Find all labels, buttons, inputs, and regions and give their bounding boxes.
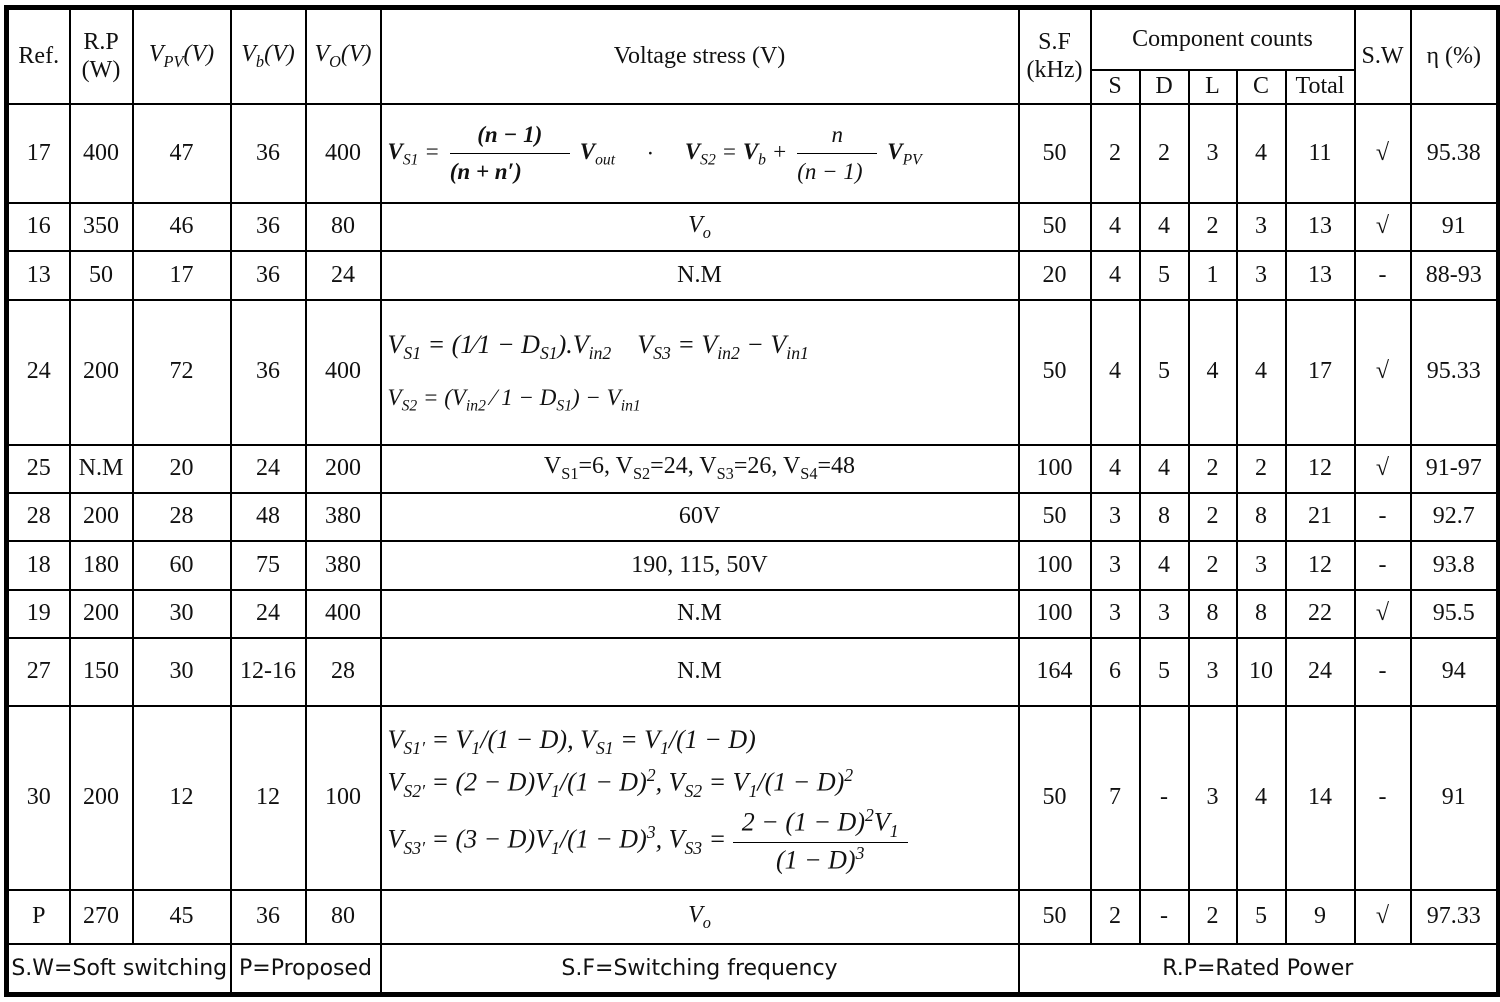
cell-ref: 19 (7, 590, 70, 638)
legend-rated-power: R.P=Rated Power (1019, 944, 1499, 995)
header-switching-frequency (1019, 8, 1091, 105)
table-row (7, 638, 1499, 706)
cell-efficiency: 95.33 (1411, 300, 1499, 445)
cell-inductors: 2 (1189, 541, 1237, 589)
cell-switches: 7 (1091, 706, 1140, 889)
cell-soft-switching: - (1355, 638, 1411, 706)
cell-capacitors: 4 (1237, 104, 1286, 203)
cell-vb: 36 (231, 251, 306, 299)
cell-vpv: 60 (133, 541, 231, 589)
cell-vo: 28 (306, 638, 381, 706)
cell-ref: 27 (7, 638, 70, 706)
cell-efficiency: 93.8 (1411, 541, 1499, 589)
cell-inductors: 2 (1189, 203, 1237, 251)
cell-diodes: 4 (1140, 203, 1189, 251)
header-diodes: D (1140, 70, 1189, 104)
cell-switches: 4 (1091, 300, 1140, 445)
cell-vo: 400 (306, 104, 381, 203)
cell-efficiency: 95.5 (1411, 590, 1499, 638)
cell-soft-switching: - (1355, 541, 1411, 589)
cell-switches: 4 (1091, 445, 1140, 493)
cell-vb: 12 (231, 706, 306, 889)
table-row (7, 590, 1499, 638)
header-vb-symbol: V (241, 41, 256, 68)
header-efficiency: η (%) (1411, 8, 1499, 105)
cell-soft-switching: - (1355, 251, 1411, 299)
header-rp-line2: (W) (81, 56, 121, 83)
cell-inductors: 2 (1189, 493, 1237, 541)
header-component-counts: Component counts (1091, 8, 1355, 70)
table-row (7, 203, 1499, 251)
cell-soft-switching: √ (1355, 203, 1411, 251)
cell-switches: 6 (1091, 638, 1140, 706)
cell-capacitors: 3 (1237, 541, 1286, 589)
cell-diodes: 5 (1140, 638, 1189, 706)
cell-vpv: 30 (133, 638, 231, 706)
cell-diodes: - (1140, 706, 1189, 889)
cell-capacitors: 3 (1237, 203, 1286, 251)
cell-capacitors: 4 (1237, 706, 1286, 889)
header-vpv-unit: (V) (183, 41, 215, 68)
cell-vpv: 20 (133, 445, 231, 493)
cell-vpv: 46 (133, 203, 231, 251)
cell-efficiency: 95.38 (1411, 104, 1499, 203)
cell-rated-power: 50 (70, 251, 133, 299)
cell-switching-frequency: 164 (1019, 638, 1091, 706)
cell-vo: 80 (306, 203, 381, 251)
cell-total: 24 (1286, 638, 1355, 706)
cell-voltage-stress-formula (381, 300, 1019, 445)
cell-voltage-stress: N.M (381, 251, 1019, 299)
cell-soft-switching: √ (1355, 590, 1411, 638)
cell-total: 12 (1286, 541, 1355, 589)
cell-rated-power: N.M (70, 445, 133, 493)
cell-switching-frequency: 20 (1019, 251, 1091, 299)
cell-total: 17 (1286, 300, 1355, 445)
cell-vb: 75 (231, 541, 306, 589)
cell-switching-frequency: 100 (1019, 541, 1091, 589)
cell-capacitors: 5 (1237, 890, 1286, 944)
cell-ref: 17 (7, 104, 70, 203)
header-vpv-sub: PV (163, 52, 184, 72)
cell-switching-frequency: 50 (1019, 300, 1091, 445)
cell-vb: 36 (231, 104, 306, 203)
cell-inductors: 1 (1189, 251, 1237, 299)
cell-vpv: 12 (133, 706, 231, 889)
cell-ref: 25 (7, 445, 70, 493)
cell-vpv: 30 (133, 590, 231, 638)
header-rated-power (70, 8, 133, 105)
cell-capacitors: 4 (1237, 300, 1286, 445)
cell-switching-frequency: 50 (1019, 203, 1091, 251)
cell-efficiency: 91 (1411, 203, 1499, 251)
header-vo (306, 8, 381, 105)
header-capacitors: C (1237, 70, 1286, 104)
cell-total: 11 (1286, 104, 1355, 203)
legend-row (7, 944, 1499, 995)
stress-switch-voltages: $V_{S1}=6$, $V_{S2}=24$, $V_{S3}=26$, $V_{S4}=48$ (543, 453, 856, 484)
cell-switching-frequency: 100 (1019, 445, 1091, 493)
cell-ref: 16 (7, 203, 70, 251)
cell-vb: 24 (231, 590, 306, 638)
cell-efficiency: 92.7 (1411, 493, 1499, 541)
cell-switching-frequency: 50 (1019, 104, 1091, 203)
table-row (7, 493, 1499, 541)
cell-soft-switching: √ (1355, 300, 1411, 445)
cell-inductors: 3 (1189, 104, 1237, 203)
cell-voltage-stress: N.M (381, 638, 1019, 706)
cell-inductors: 8 (1189, 590, 1237, 638)
cell-vo: 200 (306, 445, 381, 493)
cell-vb: 36 (231, 890, 306, 944)
header-vpv (133, 8, 231, 105)
cell-ref: P (7, 890, 70, 944)
stress-formula-image: $V_{S1}$ = $\frac{(n - 1)}{(n + n')}$ $V_{out}$ · $V_{S2} = V_b$ + $\frac{n}{(n - 1)}$ $V_{PV}$ (388, 117, 1018, 189)
cell-voltage-stress-formula (381, 445, 1019, 493)
table-row (7, 706, 1499, 889)
cell-soft-switching: √ (1355, 104, 1411, 203)
cell-switches: 4 (1091, 251, 1140, 299)
cell-efficiency: 91 (1411, 706, 1499, 889)
cell-diodes: 4 (1140, 445, 1189, 493)
cell-capacitors: 10 (1237, 638, 1286, 706)
header-vb-unit: (V) (264, 41, 295, 68)
cell-efficiency: 94 (1411, 638, 1499, 706)
cell-vpv: 28 (133, 493, 231, 541)
cell-switching-frequency: 50 (1019, 706, 1091, 889)
table-row (7, 890, 1499, 944)
cell-diodes: 5 (1140, 300, 1189, 445)
cell-ref: 28 (7, 493, 70, 541)
cell-inductors: 2 (1189, 890, 1237, 944)
cell-total: 13 (1286, 251, 1355, 299)
stress-formula-image: $V_{S1'} = V_1/(1 - D)$, $V_{S1} = V_1/(1 - D)$ $V_{S2'} = (2 - D)V_1/(1 - D)^2$, $V_{S2} = V_1/(1 - D)^2$ $V_{S3'} = (3 - D)V_1/(1 - D)^3$, $V_{S3}$ = $\frac{2 - (1 - D)^2V_1}{(1 - D)^3}$ (388, 720, 1018, 875)
header-sf-line2: (kHz) (1026, 56, 1083, 83)
cell-total: 12 (1286, 445, 1355, 493)
cell-capacitors: 8 (1237, 590, 1286, 638)
cell-vo: 80 (306, 890, 381, 944)
table-row (7, 104, 1499, 203)
cell-vo: 380 (306, 541, 381, 589)
cell-efficiency: 88-93 (1411, 251, 1499, 299)
cell-soft-switching: - (1355, 493, 1411, 541)
cell-total: 9 (1286, 890, 1355, 944)
header-vo-symbol: V (314, 41, 330, 68)
cell-switching-frequency: 100 (1019, 590, 1091, 638)
cell-diodes: 5 (1140, 251, 1189, 299)
cell-total: 21 (1286, 493, 1355, 541)
cell-switching-frequency: 50 (1019, 890, 1091, 944)
cell-capacitors: 8 (1237, 493, 1286, 541)
cell-diodes: 4 (1140, 541, 1189, 589)
cell-vpv: 45 (133, 890, 231, 944)
cell-efficiency: 97.33 (1411, 890, 1499, 944)
cell-inductors: 3 (1189, 706, 1237, 889)
cell-rated-power: 180 (70, 541, 133, 589)
cell-vpv: 17 (133, 251, 231, 299)
cell-rated-power: 200 (70, 590, 133, 638)
cell-soft-switching: - (1355, 706, 1411, 889)
header-vpv-symbol: V (148, 41, 164, 68)
cell-switches: 3 (1091, 493, 1140, 541)
table-row (7, 445, 1499, 493)
table-row (7, 300, 1499, 445)
legend-soft-switching: S.W=Soft switching (7, 944, 231, 995)
stress-vo-formula: $V_o$ (688, 901, 711, 932)
cell-vo: 24 (306, 251, 381, 299)
cell-inductors: 4 (1189, 300, 1237, 445)
cell-voltage-stress-formula (381, 203, 1019, 251)
cell-soft-switching: √ (1355, 445, 1411, 493)
cell-efficiency: 91-97 (1411, 445, 1499, 493)
cell-vb: 48 (231, 493, 306, 541)
cell-rated-power: 350 (70, 203, 133, 251)
cell-capacitors: 2 (1237, 445, 1286, 493)
cell-switching-frequency: 50 (1019, 493, 1091, 541)
cell-total: 22 (1286, 590, 1355, 638)
cell-voltage-stress: 60V (381, 493, 1019, 541)
header-vo-unit: (V) (340, 41, 372, 68)
cell-inductors: 3 (1189, 638, 1237, 706)
header-inductors: L (1189, 70, 1237, 104)
cell-voltage-stress-formula (381, 104, 1019, 203)
cell-vo: 400 (306, 590, 381, 638)
cell-rated-power: 200 (70, 300, 133, 445)
cell-vb: 36 (231, 300, 306, 445)
cell-rated-power: 400 (70, 104, 133, 203)
header-soft-switching: S.W (1355, 8, 1411, 105)
cell-diodes: - (1140, 890, 1189, 944)
header-vo-sub: O (329, 52, 341, 72)
cell-ref: 24 (7, 300, 70, 445)
cell-switches: 3 (1091, 590, 1140, 638)
cell-diodes: 2 (1140, 104, 1189, 203)
legend-switching-frequency: S.F=Switching frequency (381, 944, 1019, 995)
stress-formula-image: $V_{S1}$ = (1⁄1 − $D_{S1}).V_{in2}$ $V_{S3} = V_{in2} - V_{in1}$ $V_{S2} = (V_{in2}$ ⁄ $1 - D_{S1}) - V_{in1}$ (387, 330, 809, 415)
cell-inductors: 2 (1189, 445, 1237, 493)
header-switches: S (1091, 70, 1140, 104)
comparison-table (4, 5, 1500, 997)
cell-rated-power: 150 (70, 638, 133, 706)
cell-vpv: 47 (133, 104, 231, 203)
cell-vpv: 72 (133, 300, 231, 445)
stress-vo-formula: $V_o$ (688, 211, 711, 242)
cell-voltage-stress: N.M (381, 590, 1019, 638)
cell-switches: 3 (1091, 541, 1140, 589)
cell-ref: 18 (7, 541, 70, 589)
cell-vb: 24 (231, 445, 306, 493)
header-total: Total (1286, 70, 1355, 104)
cell-ref: 13 (7, 251, 70, 299)
header-voltage-stress: Voltage stress (V) (381, 8, 1019, 105)
cell-switches: 4 (1091, 203, 1140, 251)
table-row (7, 541, 1499, 589)
cell-total: 14 (1286, 706, 1355, 889)
header-vb (231, 8, 306, 105)
cell-soft-switching: √ (1355, 890, 1411, 944)
cell-vb: 12-16 (231, 638, 306, 706)
cell-voltage-stress-formula (381, 890, 1019, 944)
cell-capacitors: 3 (1237, 251, 1286, 299)
cell-ref: 30 (7, 706, 70, 889)
cell-switches: 2 (1091, 890, 1140, 944)
cell-switches: 2 (1091, 104, 1140, 203)
cell-vo: 100 (306, 706, 381, 889)
cell-rated-power: 200 (70, 706, 133, 889)
cell-voltage-stress: 190, 115, 50V (381, 541, 1019, 589)
cell-rated-power: 270 (70, 890, 133, 944)
legend-proposed: P=Proposed (231, 944, 381, 995)
header-rp-line1: R.P (83, 28, 119, 55)
cell-vo: 400 (306, 300, 381, 445)
header-sf-line1: S.F (1038, 28, 1071, 55)
cell-diodes: 8 (1140, 493, 1189, 541)
header-ref: Ref. (7, 8, 70, 105)
cell-total: 13 (1286, 203, 1355, 251)
cell-voltage-stress-formula (381, 706, 1019, 889)
cell-rated-power: 200 (70, 493, 133, 541)
header-vb-sub: b (255, 52, 265, 72)
cell-diodes: 3 (1140, 590, 1189, 638)
table-row (7, 251, 1499, 299)
cell-vo: 380 (306, 493, 381, 541)
cell-vb: 36 (231, 203, 306, 251)
